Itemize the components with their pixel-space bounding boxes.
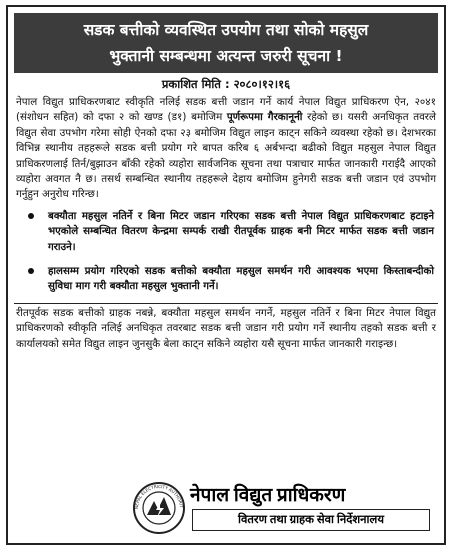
bullet-icon: [28, 213, 34, 219]
bullet-text-2: हालसम्म प्रयोग गरिएको सडक बत्तीको बक्यौता महसुल समर्थन गरी आवश्यक भएमा किस्ताबन्दीको सुविधा माग गरी बक्यौता महसुल भुक्तानी गर्ने।: [48, 265, 434, 293]
nea-logo-icon: [130, 479, 188, 535]
bullet-icon: [28, 268, 34, 274]
intro-bold: पूर्णरूपमा गैरकानूनी: [226, 111, 303, 124]
publish-date: प्रकाशित मिति : २०८०।१२।१६: [161, 77, 291, 91]
intro-text-a: नेपाल विद्युत प्राधिकरणबाट स्वीकृति नलिई सडक बत्ती जडान गर्ने कार्य नेपाल विद्युत प्राधिकरण ऐन, २०४१ (संशोधन सहित) को दफा २ को खण्ड (ड१) बमोजिम: [16, 96, 436, 124]
closing-paragraph: रीतपूर्वक सडक बत्तीको ग्राहक नबन्ने, बक्यौता महसुल समर्थन नगर्ने, महसुल नतिर्ने र बिना मिटर नेपाल विद्युत प्राधिकरणको स्वीकृति नलिई अनधिकृत तवरबाट सडक बत्ती जडान गरी प्रयोग गर्ने स्थानीय तहको सडक बत्ती र कार्यालयको समेत विद्युत लाइन जुनसुकै बेला काट्न सकिने व्यहोरा यसै सूचना मार्फत जानकारी गराइन्छ।: [16, 306, 436, 350]
header-line-2: भुक्तानी सम्बन्धमा अत्यन्त जरुरी सूचना !: [109, 47, 343, 65]
logo-ring-text: NEPAL ELECTRICITY AUTHORIT: [133, 483, 184, 510]
org-department: वितरण तथा ग्राहक सेवा निर्देशनालय: [192, 509, 430, 531]
bullet-item-1: [26, 209, 434, 256]
notice-card: [6, 5, 446, 545]
bullet-list: [26, 209, 434, 295]
header-line-1: सडक बत्तीको व्यवस्थित उपयोग तथा सोको महसुल: [83, 21, 369, 39]
org-name: नेपाल विद्युत प्राधिकरण: [190, 485, 346, 506]
intro-text-b: रहेको छ। यसरी अनधिकृत तवरले विद्युत सेवा उपभोग गरेमा सोही ऐनको दफा २३ बमोजिम विद्युत लाइन काट्न सकिने व्यवस्था रहेको छ। देशभरका विभिन्न स्थानीय तहहरूले सडक बत्ती प्रयोग गरे बापत करिब ६ अर्बभन्दा बढीको विद्युत महसुल नेपाल विद्युत प्राधिकरणलाई तिर्न/बुझाउन बाँकी रहेको व्यहोरा सार्वजनिक सूचना तथा पत्राचार मार्फत जानकारी गराईदै आएको व्यहोरा अवगत नै छ। तसर्थ सम्बन्धित स्थानीय तहहरूले देहाय बमोजिम हुनेगरी सडक बत्ती जडान एवं उपभोग गर्नुहुन अनुरोध गरिन्छ।: [16, 111, 436, 201]
nea-logo-svg: [130, 479, 188, 535]
bullet-text-1: बक्यौता महसुल नतिर्ने र बिना मिटर जडान गरिएका सडक बत्ती नेपाल विद्युत प्राधिकरणबाट हटाइने भएकोले सम्बन्धित वितरण केन्द्रमा सम्पर्क राखी रीतपूर्वक ग्राहक बनी मिटर मार्फत सडक बत्ती जडान गराउने।: [48, 210, 434, 254]
notice-header: [14, 13, 438, 73]
bullet-item-2: [26, 264, 434, 295]
divider: [14, 303, 438, 304]
intro-paragraph: [16, 95, 436, 203]
